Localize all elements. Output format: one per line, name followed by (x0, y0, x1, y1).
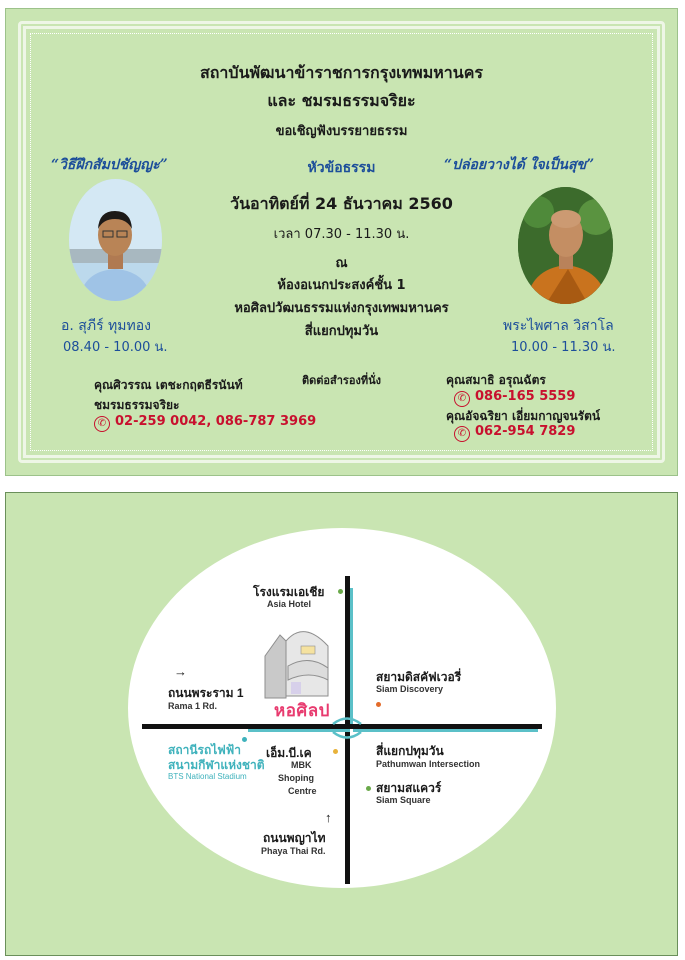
invitation-card (5, 8, 678, 476)
bts-line-east (353, 729, 538, 732)
invitation-heading: ขอเชิญฟังบรรยายธรรม (275, 124, 408, 139)
contact-right1-phone-row (454, 389, 575, 407)
topic-right: “ปล่อยวางได้ ใจเป็นสุข” (444, 157, 595, 173)
map-area (128, 528, 556, 888)
mbk-en-1: MBK (291, 760, 312, 770)
bts-station-th-2: สนามกีฬาแห่งชาติ (168, 758, 265, 772)
contact-left-name: คุณศิวรรณ เตชะกฤตธีรนันท์ (94, 378, 243, 392)
speaker-left-name: อ. สุภีร์ ทุมทอง (61, 318, 151, 334)
co-organizer-title: และ ชมรมธรรมจริยะ (267, 91, 416, 110)
bts-station-marker (242, 737, 247, 742)
phayathai-road-th: ถนนพญาไท (263, 831, 326, 845)
speaker-right-time: 10.00 - 11.30 น. (511, 340, 616, 355)
contact-left-phone[interactable]: 02-259 0042, 086-787 3969 (115, 414, 317, 429)
bts-line-north (350, 588, 353, 728)
speaker-left-time: 08.40 - 10.00 น. (63, 340, 168, 355)
venue-room: ห้องอเนกประสงค์ชั้น 1 (277, 278, 406, 293)
bts-line-west (248, 729, 350, 732)
siam-discovery-en: Siam Discovery (376, 684, 444, 694)
contact-right2-name: คุณอัจฉริยา เอี่ยมกาญจนรัตน์ (446, 409, 601, 423)
bacc-logo (274, 697, 330, 724)
rama1-road-en: Rama 1 Rd. (168, 701, 218, 711)
asia-hotel-th: โรงแรมเอเชีย (253, 585, 325, 599)
rama1-road-th: ถนนพระราม 1 (168, 686, 244, 700)
phone-icon: ✆ (94, 416, 110, 432)
bacc-logo-text: หอศิลป (274, 701, 330, 720)
phone-icon: ✆ (454, 426, 470, 442)
rama1-road (142, 724, 542, 729)
mbk-marker (333, 749, 338, 754)
mbk-en-2: Shoping (278, 773, 314, 783)
speaker-right-name: พระไพศาล วิสาโล (503, 318, 614, 334)
at-label: ณ (335, 256, 348, 271)
map-card (5, 492, 678, 956)
bts-station-th-1: สถานีรถไฟฟ้า (168, 743, 242, 757)
phayathai-road-en: Phaya Thai Rd. (261, 846, 326, 856)
phone-icon: ✆ (454, 391, 470, 407)
asia-hotel-marker (338, 589, 343, 594)
asia-hotel-en: Asia Hotel (267, 599, 312, 609)
mbk-en-3: Centre (288, 786, 317, 796)
contact-right1-phone[interactable]: 086-165 5559 (475, 389, 576, 404)
contact-right1-name: คุณสมาธิ อรุณฉัตร (446, 373, 546, 387)
event-date: วันอาทิตย์ที่ 24 ธันวาคม 2560 (230, 194, 453, 213)
event-time: เวลา 07.30 - 11.30 น. (273, 227, 410, 242)
contact-left-org: ชมรมธรรมจริยะ (94, 398, 180, 412)
siam-square-marker (366, 786, 371, 791)
topic-heading: หัวข้อธรรม (307, 160, 376, 176)
contact-right2-phone-row (454, 424, 575, 442)
pathumwan-th: สี่แยกปทุมวัน (376, 744, 444, 758)
rama1-arrow-icon: → (174, 664, 187, 679)
contact-left-phone-row (94, 414, 316, 432)
siam-square-en: Siam Square (376, 795, 431, 805)
pathumwan-en: Pathumwan Intersection (376, 759, 481, 769)
venue-location: สี่แยกปทุมวัน (304, 324, 379, 339)
siam-discovery-th: สยามดิสคัฟเวอรี่ (376, 670, 462, 684)
topic-left: “วิธีฝึกสัมปชัญญะ” (51, 157, 168, 173)
bacc-building-icon (265, 632, 328, 698)
siam-discovery-marker (376, 702, 381, 707)
phayathai-arrow-icon: ↑ (325, 810, 332, 825)
mbk-th: เอ็ม.บี.เค (266, 746, 312, 760)
bts-station-en: BTS National Stadium (168, 772, 247, 781)
contact-right2-phone[interactable]: 062-954 7829 (475, 424, 576, 439)
reserve-seat-label: ติดต่อสำรองที่นั่ง (302, 374, 381, 387)
venue-building: หอศิลปวัฒนธรรมแห่งกรุงเทพมหานคร (234, 301, 449, 316)
organizer-title: สถาบันพัฒนาข้าราชการกรุงเทพมหานคร (199, 63, 484, 82)
siam-square-th: สยามสแควร์ (376, 781, 442, 795)
